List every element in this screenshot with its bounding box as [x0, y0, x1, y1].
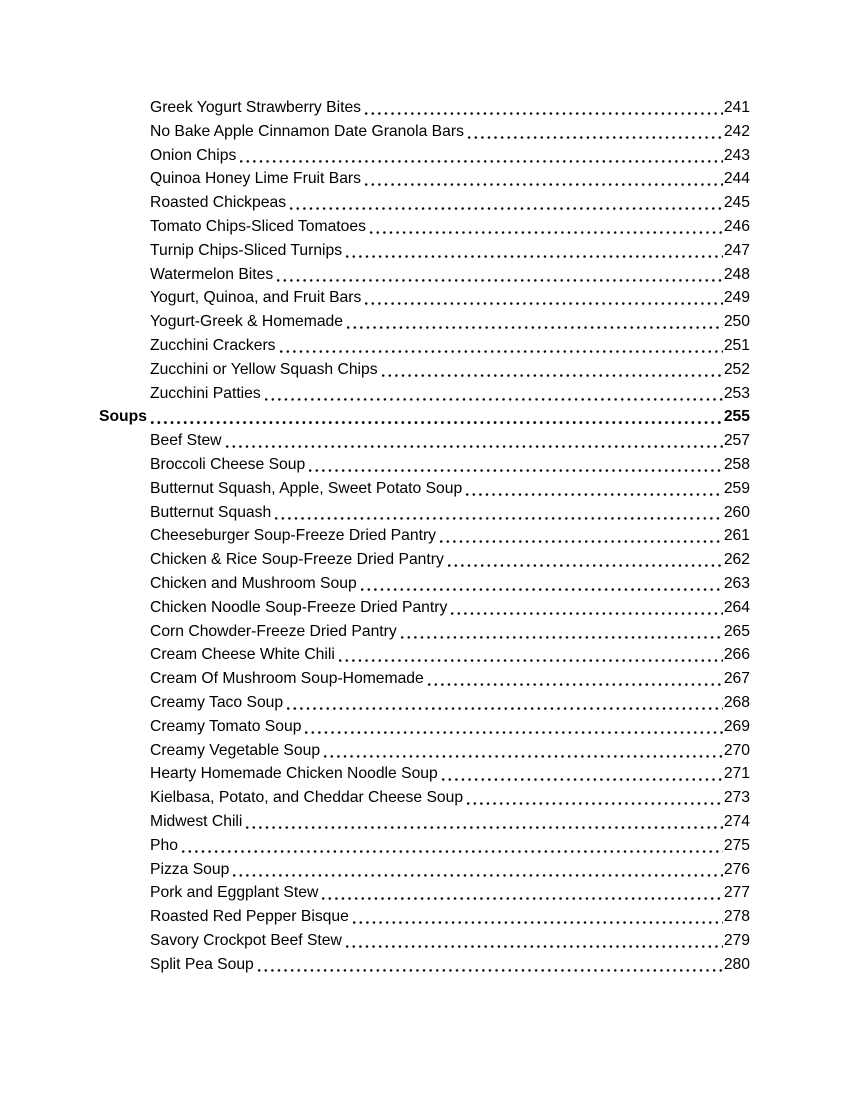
toc-entry[interactable] — [99, 453, 750, 477]
toc-entry-label: Butternut Squash — [150, 503, 272, 521]
toc-entry-page-number: 278 — [723, 908, 750, 926]
dot-leader — [308, 453, 723, 477]
toc-entry-page-number: 252 — [723, 360, 750, 378]
toc-entry-label: Savory Crockpot Beef Stew — [150, 931, 342, 949]
toc-entry-label: Split Pea Soup — [150, 955, 254, 973]
toc-entry-label: Broccoli Cheese Soup — [150, 455, 306, 473]
toc-entry-label: Zucchini Patties — [150, 384, 261, 402]
toc-entry-label: Soups — [99, 408, 147, 426]
toc-entry[interactable] — [99, 239, 750, 263]
toc-entry-label: Pho — [150, 836, 178, 854]
toc-entry-page-number: 269 — [723, 717, 750, 735]
toc-entry-label: Butternut Squash, Apple, Sweet Potato Soup — [150, 479, 463, 497]
toc-entry-page-number: 277 — [723, 884, 750, 902]
toc-entry-page-number: 274 — [723, 812, 750, 830]
dot-leader — [465, 477, 723, 501]
dot-leader — [321, 881, 723, 905]
toc-entry-page-number: 251 — [723, 336, 750, 354]
toc-entry[interactable] — [99, 905, 750, 929]
toc-entry[interactable] — [99, 144, 750, 168]
dot-leader — [352, 905, 723, 929]
dot-leader — [286, 691, 723, 715]
toc-entry-label: Creamy Tomato Soup — [150, 717, 302, 735]
dot-leader — [346, 310, 723, 334]
dot-leader — [360, 572, 723, 596]
toc-entry-label: Roasted Chickpeas — [150, 194, 287, 212]
toc-entry[interactable] — [99, 953, 750, 977]
dot-leader — [245, 810, 722, 834]
toc-entry-label: Pizza Soup — [150, 860, 230, 878]
dot-leader — [345, 239, 723, 263]
dot-leader — [364, 286, 722, 310]
toc-section-entry[interactable] — [99, 405, 750, 429]
toc-entry[interactable] — [99, 881, 750, 905]
dot-leader — [289, 191, 723, 215]
dot-leader — [450, 596, 722, 620]
toc-entry-label: Quinoa Honey Lime Fruit Bars — [150, 170, 361, 188]
dot-leader — [427, 667, 723, 691]
toc-entry[interactable] — [99, 167, 750, 191]
toc-entry-page-number: 249 — [723, 289, 750, 307]
toc-entry-label: Chicken and Mushroom Soup — [150, 574, 357, 592]
toc-entry[interactable] — [99, 858, 750, 882]
dot-leader — [381, 358, 723, 382]
toc-entry[interactable] — [99, 120, 750, 144]
toc-entry[interactable] — [99, 334, 750, 358]
dot-leader — [345, 929, 723, 953]
toc-entry-page-number: 273 — [723, 789, 750, 807]
dot-leader — [304, 715, 722, 739]
toc-entry-label: Yogurt, Quinoa, and Fruit Bars — [150, 289, 362, 307]
toc-entry-label: Corn Chowder-Freeze Dried Pantry — [150, 622, 397, 640]
toc-entry-page-number: 262 — [723, 551, 750, 569]
toc-entry-page-number: 248 — [723, 265, 750, 283]
toc-entry[interactable] — [99, 215, 750, 239]
dot-leader — [323, 739, 723, 763]
dot-leader — [467, 120, 723, 144]
toc-entry[interactable] — [99, 596, 750, 620]
toc-entry-label: Yogurt-Greek & Homemade — [150, 313, 343, 331]
dot-leader — [447, 548, 723, 572]
toc-entry-page-number: 275 — [723, 836, 750, 854]
toc-entry[interactable] — [99, 643, 750, 667]
toc-entry-page-number: 255 — [723, 408, 750, 426]
dot-leader — [400, 620, 723, 644]
toc-entry-page-number: 247 — [723, 241, 750, 259]
toc-entry[interactable] — [99, 929, 750, 953]
dot-leader — [364, 96, 723, 120]
toc-entry[interactable] — [99, 762, 750, 786]
toc-entry-page-number: 243 — [723, 146, 750, 164]
toc-entry-label: No Bake Apple Cinnamon Date Granola Bars — [150, 122, 464, 140]
toc-entry-page-number: 260 — [723, 503, 750, 521]
toc-entry-page-number: 241 — [723, 99, 750, 116]
dot-leader — [232, 858, 722, 882]
toc-entry-label: Turnip Chips-Sliced Turnips — [150, 241, 343, 259]
toc-entry-label: Zucchini Crackers — [150, 336, 276, 354]
toc-entry-label: Creamy Vegetable Soup — [150, 741, 321, 759]
dot-leader — [274, 501, 723, 525]
toc-entry-page-number: 250 — [723, 313, 750, 331]
toc-entry-page-number: 265 — [723, 622, 750, 640]
toc-entry[interactable] — [99, 572, 750, 596]
toc-entry[interactable] — [99, 786, 750, 810]
toc-entry[interactable] — [99, 834, 750, 858]
toc-entry-label: Hearty Homemade Chicken Noodle Soup — [150, 765, 438, 783]
toc-entry-page-number: 276 — [723, 860, 750, 878]
toc-entry-label: Tomato Chips-Sliced Tomatoes — [150, 217, 366, 235]
toc-entry[interactable] — [99, 263, 750, 287]
toc-entry-page-number: 253 — [723, 384, 750, 402]
toc-entry[interactable] — [99, 382, 750, 406]
toc-entry-label: Pork and Eggplant Stew — [150, 884, 319, 902]
toc-entry-label: Midwest Chili — [150, 812, 243, 830]
dot-leader — [466, 786, 723, 810]
toc-entry-page-number: 267 — [723, 670, 750, 688]
toc-entry-page-number: 244 — [723, 170, 750, 188]
toc-entry-page-number: 271 — [723, 765, 750, 783]
toc-entry-page-number: 257 — [723, 432, 750, 450]
toc-entry-label: Cream Of Mushroom Soup-Homemade — [150, 670, 424, 688]
dot-leader — [150, 405, 723, 429]
toc-entry-label: Cream Cheese White Chili — [150, 646, 335, 664]
toc-entry-label: Kielbasa, Potato, and Cheddar Cheese Soup — [150, 789, 464, 807]
toc-entry[interactable] — [99, 286, 750, 310]
toc-entry[interactable] — [99, 620, 750, 644]
dot-leader — [264, 382, 723, 406]
toc-entry-label: Watermelon Bites — [150, 265, 274, 283]
toc-entry-page-number: 270 — [723, 741, 750, 759]
toc-entry[interactable] — [99, 715, 750, 739]
toc-entry-page-number: 280 — [723, 955, 750, 973]
dot-leader — [276, 263, 723, 287]
toc-entry-label: Onion Chips — [150, 146, 237, 164]
toc-entry[interactable] — [99, 667, 750, 691]
toc-entry-label: Cheeseburger Soup-Freeze Dried Pantry — [150, 527, 437, 545]
toc-entry-page-number: 266 — [723, 646, 750, 664]
dot-leader — [239, 144, 722, 168]
dot-leader — [441, 762, 723, 786]
toc-entry[interactable] — [99, 524, 750, 548]
toc-entry[interactable] — [99, 429, 750, 453]
toc-entry-page-number: 245 — [723, 194, 750, 212]
dot-leader — [279, 334, 723, 358]
toc-entry[interactable] — [99, 358, 750, 382]
toc-entry-label: Greek Yogurt Strawberry Bites — [150, 99, 362, 116]
dot-leader — [439, 524, 723, 548]
toc-entry-page-number: 263 — [723, 574, 750, 592]
toc-entry-page-number: 264 — [723, 598, 750, 616]
toc-entry[interactable] — [99, 477, 750, 501]
toc-entry-page-number: 268 — [723, 693, 750, 711]
toc-entry[interactable] — [99, 96, 750, 120]
toc-entry-label: Zucchini or Yellow Squash Chips — [150, 360, 378, 378]
toc-entry-page-number: 242 — [723, 122, 750, 140]
toc-entry-label: Chicken & Rice Soup-Freeze Dried Pantry — [150, 551, 444, 569]
toc-entry-label: Creamy Taco Soup — [150, 693, 284, 711]
dot-leader — [338, 643, 723, 667]
dot-leader — [225, 429, 723, 453]
toc-entry-page-number: 261 — [723, 527, 750, 545]
toc-entry-label: Chicken Noodle Soup-Freeze Dried Pantry — [150, 598, 448, 616]
toc-entry[interactable] — [99, 501, 750, 525]
toc-entry-page-number: 259 — [723, 479, 750, 497]
toc-entry[interactable] — [99, 691, 750, 715]
dot-leader — [364, 167, 723, 191]
dot-leader — [257, 953, 723, 977]
toc-entry-page-number: 246 — [723, 217, 750, 235]
toc-entry[interactable] — [99, 548, 750, 572]
dot-leader — [369, 215, 723, 239]
toc-entry-label: Roasted Red Pepper Bisque — [150, 908, 349, 926]
toc-entry[interactable] — [99, 310, 750, 334]
toc-entry-page-number: 258 — [723, 455, 750, 473]
toc-entry[interactable] — [99, 810, 750, 834]
toc-entry[interactable] — [99, 739, 750, 763]
table-of-contents — [99, 96, 750, 976]
dot-leader — [181, 834, 723, 858]
toc-entry-label: Beef Stew — [150, 432, 222, 450]
toc-entry-page-number: 279 — [723, 931, 750, 949]
toc-entry[interactable] — [99, 191, 750, 215]
